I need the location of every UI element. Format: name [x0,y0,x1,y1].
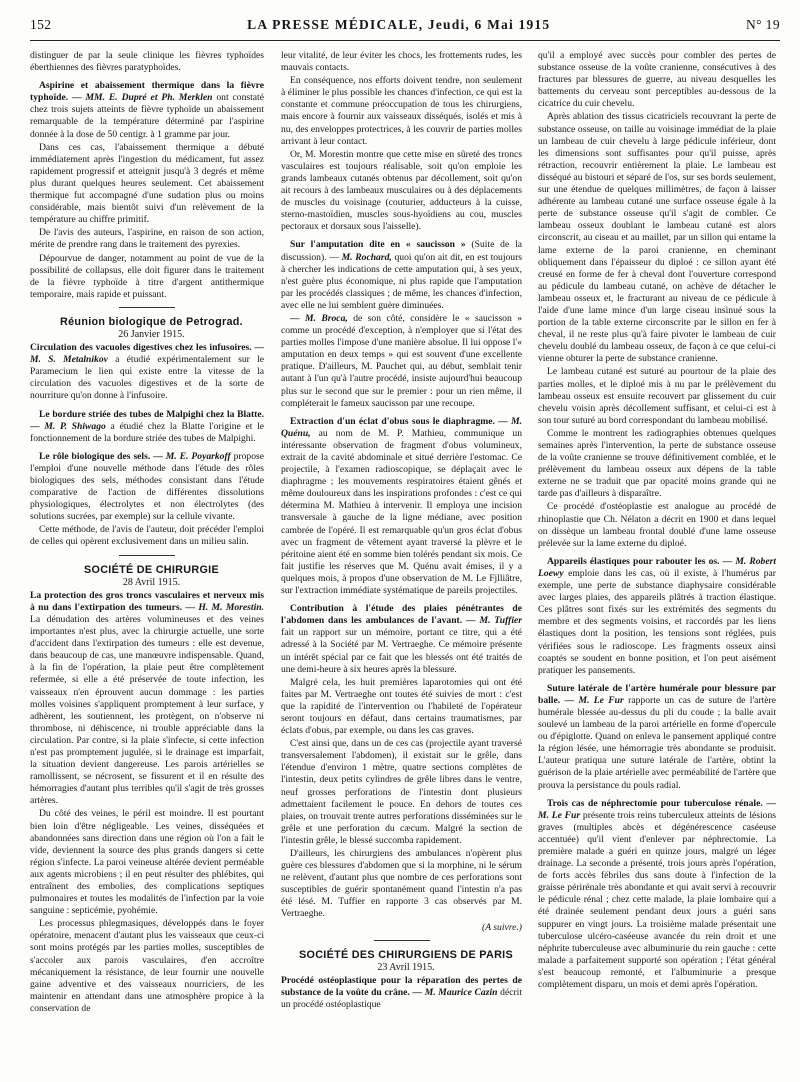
section-date: 23 Avril 1915. [377,961,435,973]
article-title: Trois cas de néphrectomie pour tuberculose rénale. — [547,797,776,809]
section-date: 28 Avril 1915. [122,576,181,588]
article-author: M. Le Fur [538,809,581,821]
paragraph: Dans ces cas, l'abaissement thermique a débuté immédiatement après l'ingestion du médicament, fut assez rapidement progressif et atteignit jusqu'à 3 degrés et même plus durant quelques heures seulement. Cet abaissement thermique fut accompagné d'une sudation plus ou moins considérable, mais bientôt suivi d'un relèvement de la température au chiffre primitif. [30,141,264,226]
article-title: Contribution à l'étude des plaies pénétrantes de l'abdomen dans les ambulances de l'avant. — [281,603,522,627]
paragraph: Les processus phlegmasiques, développés dans le foyer opératoire, menacent d'autant plus les vaisseaux que ceux-ci sont moins protégés par les parties molles, susceptibles de s'accoler aux parois vasculaires, d'en accroître mécaniquement la résistance, de leur fournir une nouvelle gaine adventive et des vaisseaux nourriciers, de les maintenir en attendant dans une atmosphère propice à la conservation de [30,918,264,1014]
section-heading-chirurgie: SOCIÉTÉ DE CHIRURGIE [84,563,219,576]
section-heading-chirurgiens-paris: SOCIÉTÉ DES CHIRURGIENS DE PARIS [299,948,513,961]
section-heading-petrograd: Réunion biologique de Petrograd. [60,315,243,328]
paragraph: Or, M. Morestin montre que cette mise en sûreté des troncs vasculaires est toujours réalisable, soit qu'on emploie les grands lambeaux cutanés obtenus par décollement, soit qu'on ait recours à des lambeaux musculaires ou à des déplacements de muscles du voisinage (couturier, adducteurs à la cuisse, sterno-mastoïdien, muscles sous-hyoïdiens au cou, muscles pectoraux et dorsaux sous l'aisselle). [281,148,522,233]
article-text: décrit un procédé ostéoplastique [281,986,522,1011]
continued-note: (A suivre.) [482,921,522,933]
paragraph: qu'il a employé avec succès pour combler des pertes de substance osseuse de la voûte cranienne, consécutives à des fractures par blessures de guerre, au niveau desquelles les battements du cerveau sont perceptibles au-dessous de la cicatrice du cuir chevelu. [538,50,776,110]
article-protection [30,590,264,808]
article-author: M. P. Shiwago [44,420,106,432]
article-text: a étudié chez la Blatte l'origine et le fonctionnement de la bordure striée des tubes de Malpighi. [30,420,264,444]
article-text: de son côté, considère le « saucisson » comme un procédé d'exception, à n'employer que si l'état des parties molles l'impose d'une manière absolue. Il lui oppose l'« amputation en deux temps » qui est souvent d'une excellente pratique. D'ailleurs, M. Pauchet qui, au début, semblait tenir autant à l'un qu'à l'autre procédé, insiste aujourd'hui beaucoup plus sur le second que sur le premier : pour un rien même, il compléterait le fameux saucisson par une recoupe. [281,312,522,409]
article-author: M. Maurice Cazin [424,986,498,998]
article-title: Extraction d'un éclat d'obus sous le diaphragme. — [290,415,508,427]
article-nephrectomie [538,798,776,992]
article-text: au nom de M. P. Mathieu, communique un intéressante observation de fragment d'obus volumineux, extrait de la cavité abdominale et situé derrière l'estomac. Ce projectile, à l'examen radioscopique, se déplaçait avec le diaphragme ; les mouvements respiratoires étaient gênés et même douloureux dans les inspirations profondes : c'est ce qui détermina M. Mathieu à intervenir. Il employa une incision transversale à gauche de la ligne médiane, avec position cambrée de l'opéré. Il est remarquable qu'un gros éclat d'obus avec un fragment de vêtement ayant traversé la plèvre et le péritoine aient été en somme bien tolérés pendant six mois. Ce fait justifie les réserves que M. Quénu avait émises, il y a quelques mois, à propos d'une observation de M. Le Fjlliâtre, sur l'extraction immédiate systématique de pareils projectiles. [281,427,522,597]
article-suture-laterale [538,683,776,792]
article-title: Appareils élastiques pour rabouter les os. — [547,555,733,567]
article-text: propose l'emploi d'une nouvelle méthode dans l'étude des rôles biologiques des sels, méthodes consistant dans l'étude comparative de l'action de différentes dissolutions physiologiques, électrolytes et non électrolytes (des solutions sucrées, par exemple) sur la cellule vivante. [30,450,264,523]
article-text: a étudié expérimentalement sur le Paramecium le lien qui existe entre la vitesse de la circulation des vacuoles digestives et de la sorte de nourriture qu'on donne à l'infusoire. [30,354,264,402]
article-title: Circulation des vacuoles digestives chez les infusoires. — [30,342,264,354]
paragraph: Comme le montrent les radiographies obtenues quelques semaines après l'intervention, la perte de substance osseuse de la voûte cranienne se trouve définitivement comblée, et le prélèvement du lambeau osseux aux dépens de la table externe ne se traduit que par opacité moins grande qui ne tarde pas d'ailleurs à disparaître. [538,427,776,500]
paragraph: De l'avis des auteurs, l'aspirine, en raison de son action, mérite de prendre rang dans le traitement des pyrexies. [30,227,264,251]
paragraph: Cette méthode, de l'avis de l'auteur, doit précéder l'emploi de celles qui opèrent exclusivement dans un milieu salin. [30,524,264,548]
article-malpighi [30,409,264,445]
page-header [30,10,780,41]
article-vacuoles [30,342,264,402]
article-title: La protection des gros troncs vasculaires et nerveux mis à nu dans l'extirpation des tumeurs. — [30,589,264,613]
article-osteoplastique [281,975,522,1011]
section-date: 26 Janvier 1915. [118,328,185,340]
article-author: M. Le Fur [578,694,624,706]
paragraph: distinguer de par la seule clinique les fièvres typhoïdes éberthiennes des fièvres paratyphoïdes. [30,50,264,74]
article-author: MM. E. Dupré et Ph. Merklen [85,92,213,104]
article-title: Sur l'amputation dite en « saucisson » [290,239,466,251]
paragraph: Dépourvue de danger, notamment au point de vue de la possibilité de collapsus, elle doit figurer dans le traitement de la fièvre typhoïde à titre d'argent antithermique temporaire, mais rapide et puissant. [30,252,264,300]
article-saucisson [281,239,522,312]
article-text: présente trois reins tuberculeux atteints de lésions graves (multiples abcès et dégénérescence caséeuse accentuée) qu'il vient d'enlever par néphrectomie. La première malade a guéri en quinze jours, malgré un léger drainage. La seconde a présenté, trois jours après l'opération, de forts accès fébriles dus sans doute à l'infection de la graisse périrénale très abondante et qui avait servi à recouvrir le pédicule rénal ; chez cette malade, la plaie lombaire qui a été drainée seulement pendant deux jours a guéri sans suppurer en vingt jours. La troisième malade présentait une tuberculose ulcéro-caséeuse avancée du rein droit et une néphrite tuberculeuse avec albuminurie du rein gauche : cette malade a parfaitement supporté son opération ; l'état général s'est beaucoup remonté, et l'albuminurie a presque complètement disparu, un mois et demi après l'opération. [538,809,776,991]
article-author: M. E. Poyarkoff [165,450,231,462]
article-text: La dénudation des artères volumineuses et des veines importantes n'est plus, avec la chirurgie actuelle, une sorte d'accident dans l'extirpation des tumeurs : elle est devenue, dans beaucoup de cas, une manœuvre indispensable. Quand, à la fin de l'opération, la plaie peut être complètement refermée, si elle a été préservée de toute infection, les vaisseaux n'en éprouvent aucun dommage : les parties molles voisines s'appliquent promptement à leur surface, y adhèrent, les soutiennent, les protègent, on n'observe ni thrombose, ni déhiscence, ni trouble appréciable dans la circulation. Par contre, si la plaie s'infecte, si cette infection n'est pas promptement jugulée, si le drainage est imparfait, la situation devient dangereuse. Les parois artérielles se ramollissent, se nécrosent, se fissurent et il en résulte des hémorragies d'autant plus terribles qu'il s'agit de très grosses artères. [30,613,264,807]
paragraph: Malgré cela, les huit premières laparotomies qui ont été faites par M. Vertraeghe ont toutes été suivies de mort : c'est que la rapidité de l'intervention ou l'habileté de l'opérateur seront toujours en défaut, dans certains traumatismes, par éclats d'obus, par exemple, ou dans les cas graves. [281,676,522,737]
article-title: Aspirine et abaissement thermique dans la fièvre typhoïde. — [30,80,264,104]
article-eclat-obus [281,416,522,597]
article-appareils-elastiques [538,556,776,677]
divider [374,940,430,941]
article-text: fait un rapport sur un mémoire, portant ce titre, qui a été adressé à la Société par M. Vertraeghe. Ce mémoire présente un intérêt spécial par ce fait que les blessés ont été traités de une demi-heure à six heures après la blessure. [281,627,522,675]
article-plaies-abdomen [281,603,522,676]
article-text: ont constaté chez trois sujets atteints de fièvre typhoïde un abaissement remarquable de la température déterminé par l'aspirine donnée à la dose de 50 centigr. à 1 gramme par jour. [30,92,264,140]
article-sels [30,451,264,524]
article-title: Le bordure striée des tubes de Malpighi chez la Blatte. — [30,408,264,432]
paragraph: Après ablation des tissus cicatriciels recouvrant la perte de substance osseuse, on taille au voisinage immédiat de la plaie un lambeau de cuir chevelu à large pédicule inférieur, dont les dimensions sont suffisantes pour qu'il puisse, après rétraction, recouvrir entièrement la plaie. Le lambeau est disséqué au bistouri et séparé de l'os, sur ses bords seulement, sur une étendue de quelques millimètres, de façon à laisser adhérente au lambeau cutané une surface osseuse égale à la perte de substance osseuse qu'il s'agit de combler. Ce lambeau osseux doublant le lambeau cutané est alors circonscrit, au ciseau et au maillet, par un sillon qui entame la lame externe de la paroi cranienne, en cheminant obliquement dans l'épaisseur du diploé : ce sillon ayant été creusé en forme de fer à cheval dont l'ouverture correspond au pédicule du lambeau cutané, on achève de détacher le lambeau osseux et, le fracturant au niveau de ce pédicule à l'aide d'une lame mince d'un large ciseau insinué sous la portion de la table externe circonscrite par le sillon en fer à cheval, il ne reste plus qu'à faire pivoter le lambeau de cuir chevelu doublé du lambeau osseux, de façon à ce que celui-ci vienne obturer la perte de substance cranienne. [538,111,776,365]
paragraph: C'est ainsi que, dans un de ces cas (projectile ayant traversé transversalement l'abdomen), il existait sur le grêle, dans l'étendue d'environ 1 mètre, quatre sections complètes de l'intestin, deux petits cylindres de grêle libres dans le ventre, neuf grosses perforations de l'intestin dont plusieurs admettaient facilement le pouce. En dehors de toutes ces plaies, on trouvait trente autres perforations disséminées sur le grêle et une perforation du cæcum. Malgré la section de l'intestin grêle, le blessé succomba rapidement. [281,738,522,846]
article-author: M. Tuffier [479,615,522,627]
article-text: rapporte un cas de suture de l'artère humérale blessée au-dessus du pli du coude ; la balle avait soulevé un lambeau de la paroi artérielle en forme d'opercule ou d'épiglotte. Quand on enleva le pansement appliqué contre la région lésée, une hémorragie très abondante se produisit. L'auteur pratiqua une suture latérale de l'artère, obtint la guérison de la plaie artérielle avec perméabilité de l'artère que prouva la persistance du pouls radial. [538,694,776,791]
article-title-suffix: (Suite de la discussion). — [281,239,522,263]
paragraph: Le lambeau cutané est suturé au pourtour de la plaie des parties molles, et le diploé mis à nu par le prélèvement du lambeau osseux est ensuite recouvert par glissement du cuir chevelu voisin après décollement suffisant, et celui-ci est à son tour suturé au bord correspondant du lambeau mobilisé. [538,366,776,426]
article-text: quoi qu'on ait dit, en est toujours à chercher les indications de cette amputation qui, à ses yeux, n'est guère plus économique, ni plus rapide que l'amputation par les procédés classiques ; de même, les chances d'infection, avec elle ne lui semblent guère diminuées. [281,251,522,311]
divider [119,307,175,308]
paragraph: Ce procédé d'ostéoplastie est analogue au procédé de rhinoplastie que Ch. Nélaton a décrit en 1900 et dans lequel on dissèque un lambeau frontal doublé d'une lame osseuse prélevée sur la lame externe du diploé. [538,501,776,549]
journal-title: LA PRESSE MÉDICALE, Jeudi, 6 Mai 1915 [247,17,551,32]
article-author: H. M. Morestin. [198,601,264,613]
divider [119,555,175,556]
article-aspirine [30,80,264,140]
paragraph: leur vitalité, de leur éviter les chocs, les frottements rudes, les mauvais contacts. [281,50,522,74]
paragraph: En conséquence, nos efforts doivent tendre, non seulement à éliminer le plus possible les chances d'infection, ce qui est la constante et commune préoccupation de tous les chirurgiens, mais encore à fournir aux vaisseaux disséqués, isolés et mis à nu, des enveloppes protectrices, à les couvrir de parties molles arrivant à leur contact. [281,75,522,147]
paragraph [281,313,522,410]
issue-number: N° 19 [745,17,780,32]
article-author: M. S. Metalnikov [30,354,108,366]
paragraph: D'ailleurs, les chirurgiens des ambulances n'opèrent plus guère ces blessures d'abdomen que si la morphine, ni le sérum ne relèvent, d'autant plus que nombre de ces perforations sont susceptibles de guérir spontanément quand l'intestin n'a pas été lésé. M. Tuffier en rapporte 3 cas observés par M. Vertraeghe. [281,848,522,920]
article-title: Procédé ostéoplastique pour la réparation des pertes de substance de la voûte du crâne. — [281,974,522,998]
article-text: emploie dans les cas, où il existe, à l'humérus par exemple, une perte de substance diaphysaire considérable avec larges plaies, des appareils plâtrés à traction élastique. Ces plâtres sont fixés sur les extrémités des segments du membre et des segments voisins, et raccordés par les liens élastiques dont la position, les tensions sont réglées, puis vérifiées sous le radioscope. Les fragments osseux ainsi coaptés se soudent en bonne position, et l'on peut aisément pratiquer les pansements. [538,567,776,676]
article-author: — M. Broca, [290,312,348,324]
article-author: M. Quénu, [281,415,522,439]
paragraph: Du côté des veines, le péril est moindre. Il est pourtant bien loin d'être négligeable. Les veines, disséquées et abandonnées sans direction dans une région où l'on a fait le vide, deviennent la source des plus grands dangers si cette région s'infecte. La paroi veineuse altérée devient perméable aux agents microbiens ; il en peut résulter des phlébites, qui entraînent des embolies, des complications septiques pulmonaires et toutes les modalités de l'infection par la voie sanguine : septicémie, pyohémie. [30,808,264,917]
column-middle [281,50,522,1075]
page-number: 152 [30,17,52,32]
article-author: M. Robert Loewy [538,555,776,579]
article-title: Le rôle biologique des sels. — [39,450,163,462]
column-left [30,50,264,1075]
column-right [538,50,776,1075]
article-title: Suture latérale de l'artère humérale pour blessure par balle. — [538,682,776,706]
article-author: M. Rochard, [341,251,392,263]
